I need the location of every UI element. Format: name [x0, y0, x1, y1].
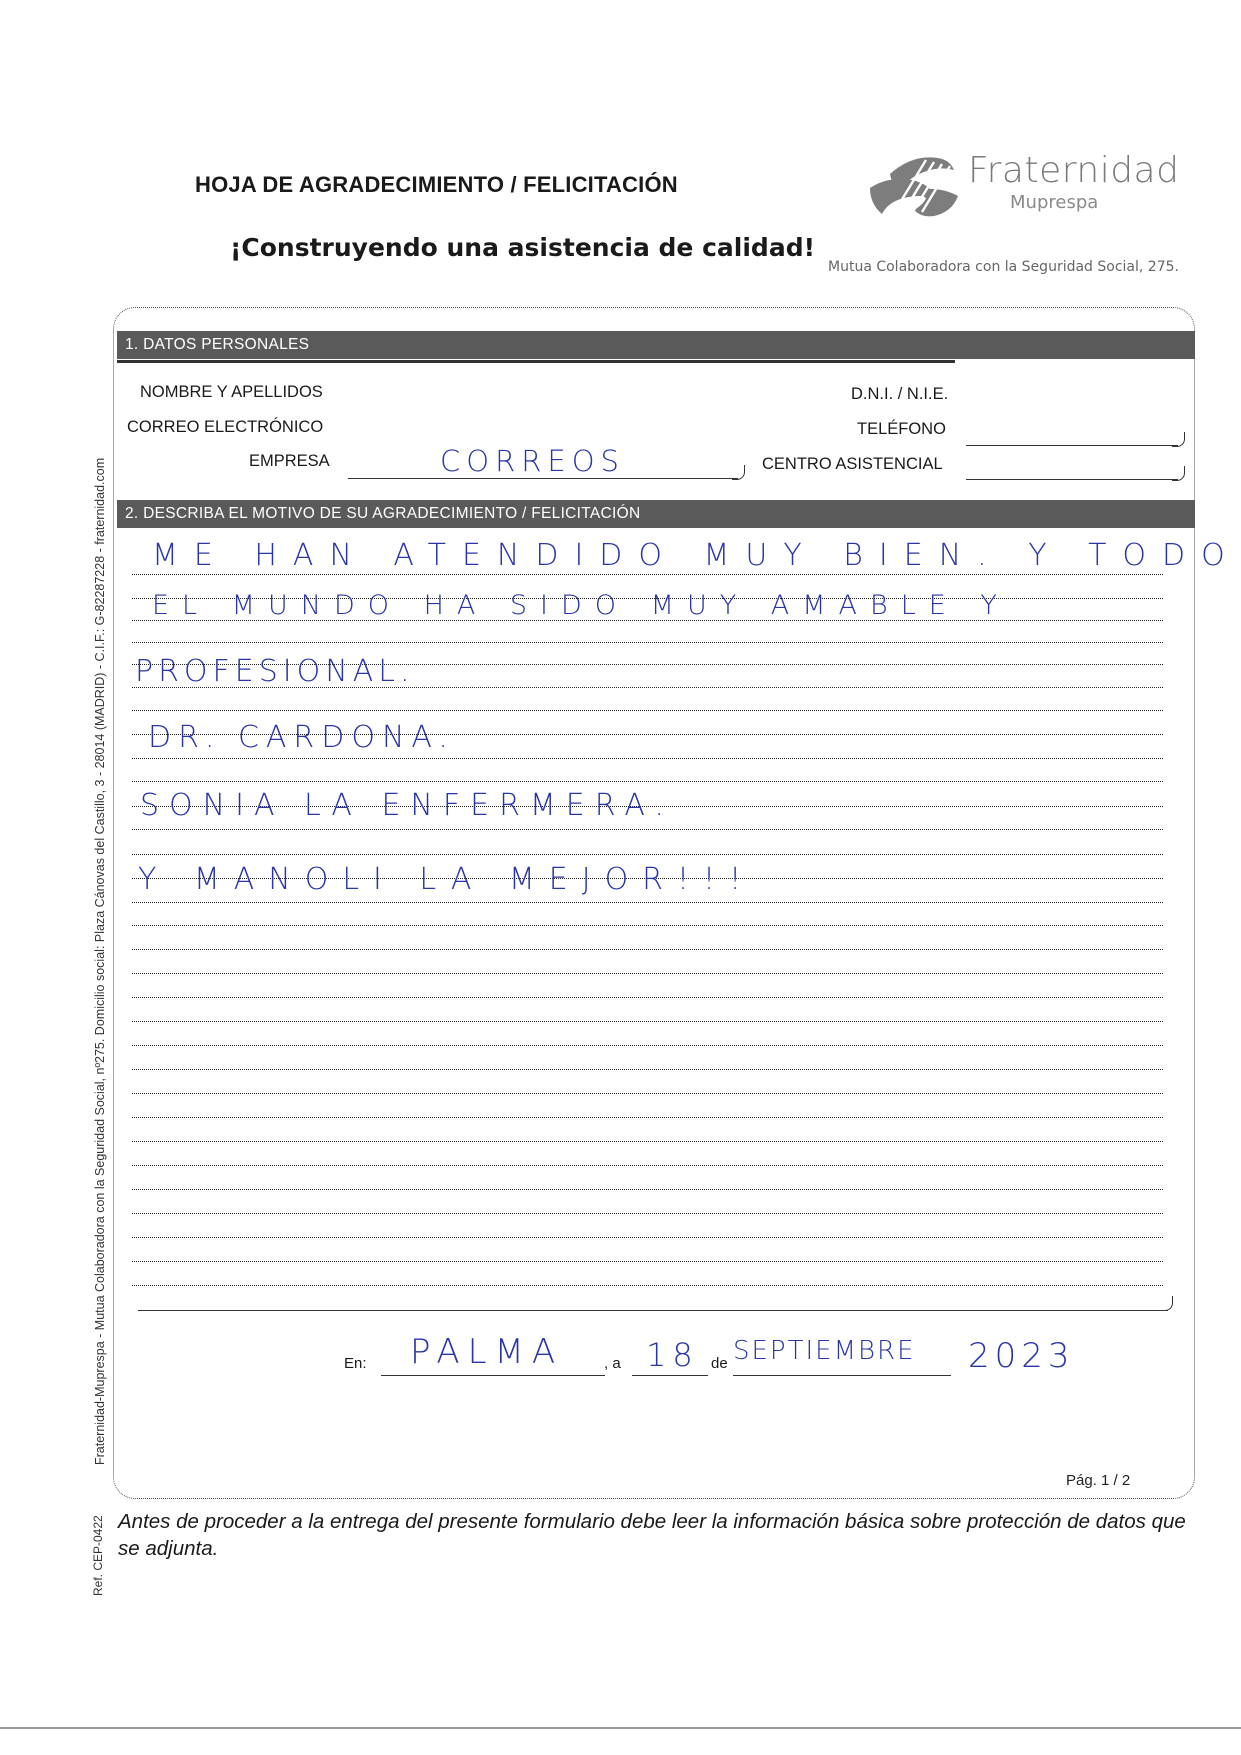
empresa-label: EMPRESA: [249, 452, 330, 470]
writing-line[interactable]: [132, 997, 1163, 998]
writing-line[interactable]: [132, 1045, 1163, 1046]
a-label: , a: [604, 1355, 621, 1372]
logo-sub: Muprespa: [1010, 192, 1099, 213]
writing-line[interactable]: [132, 829, 1163, 830]
writing-line[interactable]: [132, 949, 1163, 950]
form-title: HOJA DE AGRADECIMIENTO / FELICITACIÓN: [195, 172, 678, 197]
month-field[interactable]: [733, 1375, 951, 1376]
form-frame: [113, 307, 1195, 1499]
writing-line[interactable]: [132, 973, 1163, 974]
page-bottom-rule: [0, 1727, 1241, 1729]
writing-line[interactable]: [132, 1285, 1163, 1286]
empresa-value: CORREOS: [440, 444, 625, 478]
de-label: de: [711, 1355, 728, 1372]
telefono-field[interactable]: [966, 445, 1178, 446]
handwritten-line: SONIA LA ENFERMERA.: [140, 788, 674, 823]
writing-line[interactable]: [132, 710, 1163, 711]
writing-line[interactable]: [132, 1141, 1163, 1142]
writing-line[interactable]: [132, 1213, 1163, 1214]
handwritten-line: ME HAN ATENDIDO MUY BIEN. Y TODO: [152, 538, 1241, 573]
empresa-field[interactable]: [348, 478, 738, 479]
writing-line[interactable]: [132, 1237, 1163, 1238]
place-value: PALMA: [410, 1332, 564, 1372]
centro-field[interactable]: [966, 479, 1178, 480]
writing-line[interactable]: [132, 925, 1163, 926]
telefono-label: TELÉFONO: [857, 420, 946, 438]
writing-line[interactable]: [132, 1021, 1163, 1022]
centro-label: CENTRO ASISTENCIAL: [762, 455, 943, 473]
fraternidad-logo-icon: [860, 146, 965, 226]
section-personal-data-bar: 1. DATOS PERSONALES: [117, 331, 1195, 359]
vertical-legal-text: Fraternidad-Muprespa - Mutua Colaboradora con la Seguridad Social, nº275. Domicilio social: Plaza Cánovas del Castillo, 3 - 28014 (MADRID) - C.I.F.: G-82287228 - fraternidad.com: [93, 457, 107, 1465]
writing-line[interactable]: [132, 1165, 1163, 1166]
nombre-label: NOMBRE Y APELLIDOS: [140, 383, 323, 401]
handwritten-line: PROFESIONAL.: [135, 654, 415, 689]
writing-line[interactable]: [132, 1069, 1163, 1070]
writing-line[interactable]: [132, 574, 1163, 575]
correo-label: CORREO ELECTRÓNICO: [127, 418, 324, 436]
mutua-text: Mutua Colaboradora con la Seguridad Social, 275.: [828, 259, 1179, 275]
place-field[interactable]: [381, 1375, 605, 1376]
writing-line[interactable]: [132, 854, 1163, 855]
section-reason-bar: 2. DESCRIBA EL MOTIVO DE SU AGRADECIMIENTO / FELICITACIÓN: [117, 500, 1195, 528]
en-label: En:: [344, 1355, 367, 1372]
data-protection-note: Antes de proceder a la entrega del presente formulario debe leer la información básica sobre protección de datos que se adjunta.: [118, 1510, 1186, 1560]
writing-line[interactable]: [132, 758, 1163, 759]
writing-line[interactable]: [132, 1261, 1163, 1262]
page-number: Pág. 1 / 2: [1066, 1472, 1131, 1489]
day-field[interactable]: [632, 1375, 708, 1376]
section-bar-underline: [117, 360, 955, 363]
writing-line[interactable]: [132, 781, 1163, 782]
form-subtitle: ¡Construyendo una asistencia de calidad!: [230, 233, 815, 262]
writing-area-bottom-line: [138, 1310, 1168, 1311]
writing-line[interactable]: [132, 902, 1163, 903]
handwritten-line: DR. CARDONA.: [148, 720, 455, 755]
writing-line[interactable]: [132, 1189, 1163, 1190]
dni-label: D.N.I. / N.I.E.: [851, 385, 949, 403]
handwritten-line: Y MANOLI LA MEJOR!!!: [138, 862, 756, 897]
day-value: 18: [646, 1336, 699, 1374]
writing-line[interactable]: [132, 1093, 1163, 1094]
year-value: 2023: [968, 1336, 1075, 1376]
handwritten-line: EL MUNDO HA SIDO MUY AMABLE Y: [152, 590, 1010, 621]
writing-line[interactable]: [132, 642, 1163, 643]
reference-code: Ref. CEP-0422: [91, 1515, 105, 1596]
writing-line[interactable]: [132, 1117, 1163, 1118]
month-value: SEPTIEMBRE: [733, 1336, 916, 1366]
logo-name: Fraternidad: [968, 150, 1180, 191]
